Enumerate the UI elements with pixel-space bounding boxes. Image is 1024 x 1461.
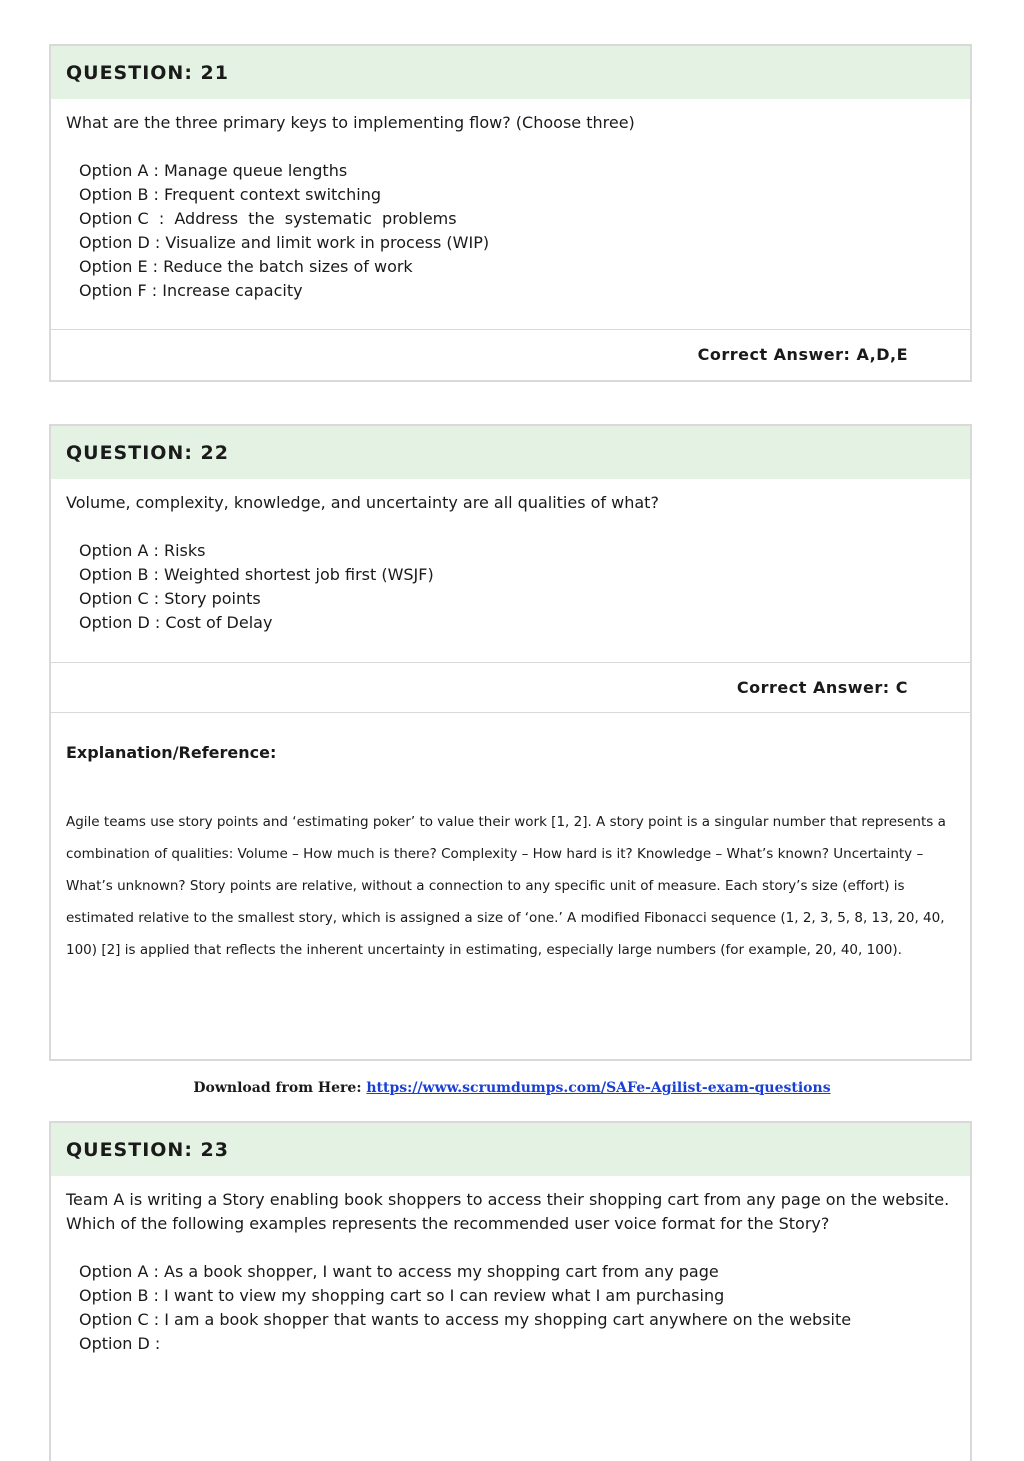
option-f: Option F : Increase capacity — [79, 281, 303, 300]
option-a: Option A : Manage queue lengths — [79, 161, 348, 180]
option-d: Option D : Visualize and limit work in process (WIP) — [79, 233, 490, 252]
question-header: QUESTION: 23 — [51, 1123, 970, 1176]
option-c: Option C : Address the systematic problems — [79, 209, 457, 228]
download-link[interactable]: https://www.scrumdumps.com/SAFe-Agilist-exam-questions — [366, 1080, 831, 1096]
question-text: What are the three primary keys to implementing flow? (Choose three) — [66, 113, 635, 132]
options-list — [51, 1236, 970, 1356]
option-a: Option A : As a book shopper, I want to access my shopping cart from any page — [79, 1262, 719, 1281]
question-header: QUESTION: 22 — [51, 426, 970, 479]
download-label: Download from Here: — [193, 1080, 367, 1096]
option-b: Option B : Frequent context switching — [79, 185, 381, 204]
explanation-section — [51, 712, 970, 966]
option-c: Option C : I am a book shopper that wants to access my shopping cart anywhere on the website — [79, 1310, 852, 1329]
option-a: Option A : Risks — [79, 541, 206, 560]
options-list — [51, 135, 970, 303]
explanation-text: Agile teams use story points and ‘estimating poker’ to value their work [1, 2]. A story point is a singular number that represents a combination of qualities: Volume – How much is there? Complexity – How hard is it? Knowledge – What’s known? Uncertainty – What’s unknown? Story points are relative, without a connection to any specific unit of measure. Each story’s size (effort) is estimated relative to the smallest story, which is assigned a size of ‘one.’ A modified Fibonacci sequence (1, 2, 3, 5, 8, 13, 20, 40, 100) [2] is applied that reflects the inherent uncertainty in estimating, especially large numbers (for example, 20, 40, 100). — [66, 814, 946, 958]
correct-answer: Correct Answer: A,D,E — [51, 329, 970, 379]
explanation-title: Explanation/Reference: — [66, 743, 277, 762]
question-card-21 — [49, 44, 972, 382]
question-text: Volume, complexity, knowledge, and uncertainty are all qualities of what? — [66, 493, 659, 512]
option-b: Option B : Weighted shortest job first (WSJF) — [79, 565, 434, 584]
option-c: Option C : Story points — [79, 589, 261, 608]
option-d: Option D : Cost of Delay — [79, 613, 273, 632]
option-d: Option D : — [79, 1334, 161, 1353]
question-header: QUESTION: 21 — [51, 46, 970, 99]
download-line — [0, 1080, 1024, 1096]
question-card-22 — [49, 424, 972, 1061]
options-list — [51, 515, 970, 635]
question-card-23 — [49, 1121, 972, 1461]
option-e: Option E : Reduce the batch sizes of work — [79, 257, 413, 276]
option-b: Option B : I want to view my shopping cart so I can review what I am purchasing — [79, 1286, 725, 1305]
correct-answer: Correct Answer: C — [51, 662, 970, 712]
question-text: Team A is writing a Story enabling book shoppers to access their shopping cart from any page on the website. Which of the following examples represents the recommended user voice format for the Story? — [66, 1190, 950, 1233]
